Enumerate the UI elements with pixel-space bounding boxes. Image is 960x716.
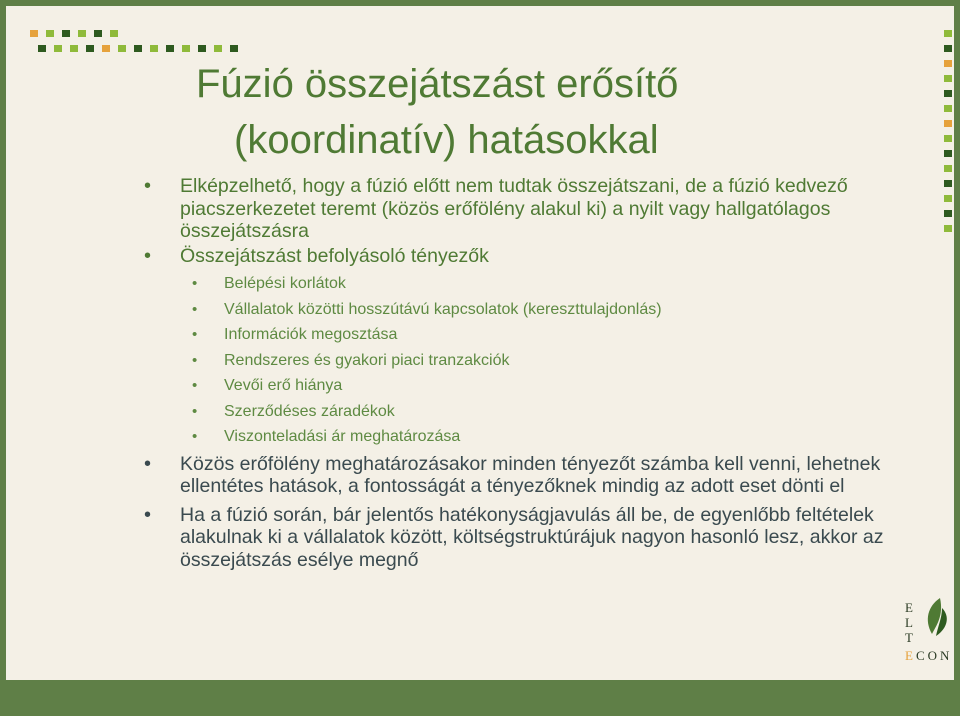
logo-econ-text: ECON [905,648,953,663]
bullet-list [144,175,934,571]
leaf-icon [922,596,952,642]
deco-square [182,45,190,52]
bullet-icon: • [192,402,198,420]
deco-square [46,30,54,37]
deco-square [70,45,78,52]
bullet-icon: • [192,428,198,445]
bullet-icon: • [192,377,198,394]
deco-square [118,45,126,52]
title-line-1: Fúzió összejátszást erősítő [196,62,679,106]
list-item: • Ha a fúzió során, bár jelentős hatékonyságjavulás áll be, de egyenlőbb feltételek alakulnak ki a vállalatok között, költségstruktúrájuk nagyon hasonló lesz, akkor az összejátszás esélye megnő [144,503,884,571]
slide [6,6,954,710]
deco-square [214,45,222,52]
bullet-icon: • [192,275,198,292]
list-item: • Közös erőfölény meghatározásakor minden tényezőt számba kell venni, lehetnek ellentétes hatások, a fontosságát a tényezőknek mindig az adott eset dönti el [144,452,881,497]
deco-square [102,45,110,52]
deco-square [150,45,158,52]
list-item: • Összejátszást befolyásoló tényezők [144,244,489,267]
bullet-icon: • [144,244,152,267]
bullet-icon: • [192,326,198,343]
elte-econ-logo: E L T [896,600,956,660]
sub-list-item: • Szerződéses záradékok [144,399,934,425]
sub-list-item: • Vállalatok közötti hosszútávú kapcsolatok (kereszttulajdonlás) [144,297,934,323]
bullet-icon: • [192,300,198,318]
sub-list-item: • Információk megosztása [144,322,934,348]
deco-square [198,45,206,52]
bullet-icon: • [144,452,152,475]
list-item: • Elképzelhető, hogy a fúzió előtt nem tudtak összejátszani, de a fúzió kedvező piacszerkezetet teremt (közös erőfölény alakul ki) a nyilt vagy hallgatólagos összejátszásra [144,175,848,242]
decorative-squares-right [940,30,954,240]
deco-square [54,45,62,52]
deco-square [38,45,46,52]
deco-square [134,45,142,52]
deco-square [94,30,102,37]
deco-square [166,45,174,52]
footer-band [6,680,954,710]
deco-square [86,45,94,52]
deco-square [78,30,86,37]
bullet-icon: • [192,351,198,369]
bullet-icon: • [144,175,152,197]
deco-square [62,30,70,37]
sub-list-item: • Rendszeres és gyakori piaci tranzakciók [144,348,934,374]
deco-square [230,45,238,52]
sub-list-item: • Viszonteladási ár meghatározása [144,424,934,450]
title-line-2: (koordinatív) hatásokkal [234,118,659,162]
deco-square [110,30,118,37]
deco-square [30,30,38,37]
sub-list-item: • Belépési korlátok [144,271,934,297]
page-title [196,56,916,168]
bullet-icon: • [144,503,152,526]
sub-list-item: • Vevői erő hiánya [144,373,934,399]
